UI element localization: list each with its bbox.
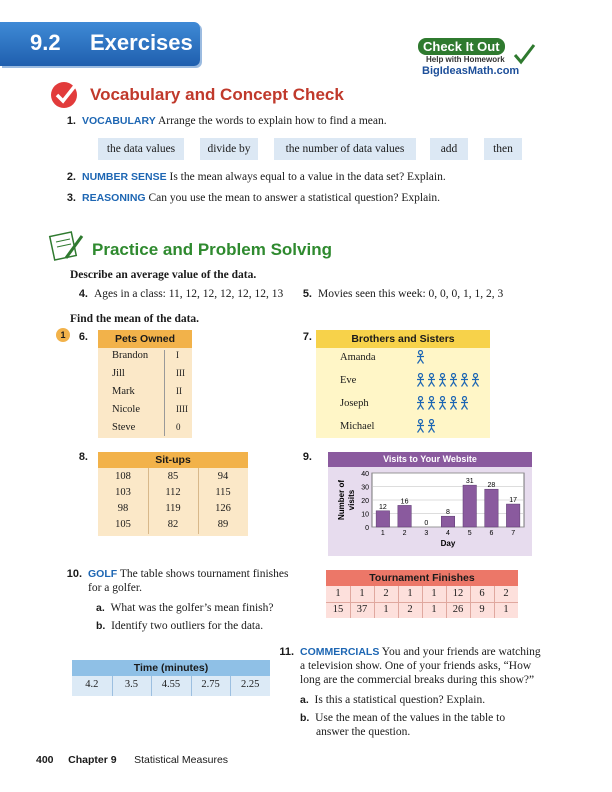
question-3: 3. REASONING Can you use the mean to answer a statistical question? Explain. — [66, 192, 441, 204]
pets-owned-table — [98, 330, 192, 438]
stick-figure-icon — [427, 373, 436, 392]
x-tick-label: 5 — [467, 530, 472, 537]
bigideasmath-text: BigIdeasMath.com — [422, 65, 520, 77]
stick-figure-icon — [460, 373, 469, 392]
chapter-label: Chapter 9 — [68, 754, 117, 766]
situp-cell: 82 — [167, 519, 179, 530]
question-7-number: 7. — [302, 331, 312, 343]
time-cell: 2.75 — [201, 679, 220, 690]
golf-cell: 12 — [452, 588, 464, 599]
data-label: 0 — [424, 520, 429, 527]
practice-heading: Practice and Problem Solving — [92, 240, 332, 259]
data-label: 16 — [400, 498, 409, 506]
question-11: 11. COMMERCIALS You and your friends are watching — [279, 646, 541, 658]
sibling-name: Joseph — [340, 398, 369, 409]
bar — [485, 489, 498, 527]
question-1: 1. VOCABULARY Arrange the words to explain how to find a mean. — [66, 115, 387, 127]
checkmark-icon — [512, 42, 536, 66]
golf-cell: 1 — [503, 604, 509, 615]
sibling-icons — [416, 396, 471, 415]
y-tick-label: 30 — [361, 484, 369, 492]
vocab-heading: Vocabulary and Concept Check — [90, 85, 344, 104]
golf-cell: 6 — [479, 588, 485, 599]
golf-cell: 9 — [479, 604, 485, 615]
situp-cell: 94 — [217, 471, 229, 482]
time-cell: 4.55 — [161, 679, 181, 690]
visits-bar-chart — [328, 467, 532, 556]
sibling-icons — [416, 373, 482, 392]
brothers-sisters-pictograph — [316, 330, 490, 438]
notepad-pencil-icon — [46, 228, 86, 262]
word-tile-then: then — [484, 138, 522, 160]
help-badge[interactable]: 1 — [56, 328, 70, 342]
y-axis-label: Number of — [337, 480, 346, 520]
pet-tally: III — [176, 368, 185, 378]
golf-cell: 37 — [356, 604, 368, 615]
table-divider — [326, 602, 518, 603]
pet-tally: 0 — [176, 422, 181, 432]
section-header-banner — [0, 22, 200, 66]
stick-figure-icon — [416, 396, 425, 415]
pet-name: Steve — [112, 422, 136, 433]
question-9-number: 9. — [302, 451, 312, 463]
golf-cell: 2 — [503, 588, 509, 599]
sibling-name: Eve — [340, 375, 357, 386]
x-axis-label: Day — [440, 539, 456, 548]
time-table-title: Time (minutes) — [72, 660, 270, 676]
question-11b: b. Use the mean of the values in the table to — [300, 712, 506, 724]
sibling-name: Amanda — [340, 352, 376, 363]
situp-cell: 105 — [115, 519, 131, 530]
chapter-title: Statistical Measures — [134, 754, 229, 766]
bar — [463, 485, 476, 527]
question-10a: a. What was the golfer’s mean finish? — [96, 602, 274, 614]
x-tick-label: 1 — [380, 530, 385, 537]
table-divider — [198, 468, 199, 534]
x-tick-label: 7 — [511, 530, 516, 537]
stick-figure-icon — [460, 396, 469, 415]
tournament-title: Tournament Finishes — [326, 570, 518, 586]
golf-cell: 1 — [431, 588, 437, 599]
section-number: 9.2 — [30, 30, 61, 55]
question-8-number: 8. — [78, 451, 88, 463]
pet-tally: II — [176, 386, 182, 396]
tournament-finishes-table — [326, 570, 518, 618]
golf-cell: 2 — [407, 604, 413, 615]
section-title: Exercises — [90, 30, 193, 55]
instruction-describe: Describe an average value of the data. — [70, 269, 257, 281]
pet-name: Jill — [112, 368, 125, 379]
chart-title: Visits to Your Website — [328, 452, 532, 467]
data-label: 12 — [378, 503, 387, 511]
question-5: 5. Movies seen this week: 0, 0, 0, 1, 1, 2, 3 — [302, 288, 504, 300]
bar — [441, 516, 454, 527]
situp-cell: 126 — [215, 503, 231, 514]
word-tile-number-of-data-values: the number of data values — [274, 138, 416, 160]
situp-cell: 112 — [165, 487, 181, 498]
sit-ups-table — [98, 452, 248, 536]
question-11-line2: a television show. One of your friends asks, “How — [300, 660, 532, 672]
pictograph-title: Brothers and Sisters — [316, 330, 490, 348]
pets-owned-title: Pets Owned — [98, 330, 192, 348]
golf-cell: 2 — [383, 588, 389, 599]
data-label: 31 — [465, 478, 474, 486]
y-tick-label: 10 — [361, 511, 369, 519]
instruction-find-mean: Find the mean of the data. — [70, 313, 200, 325]
situp-cell: 98 — [117, 503, 129, 514]
question-6-number: 6. — [78, 331, 88, 343]
data-label: 17 — [509, 497, 518, 505]
situp-cell: 115 — [215, 487, 231, 498]
sibling-icons — [416, 419, 438, 438]
pet-name: Nicole — [112, 404, 140, 415]
time-minutes-table — [72, 660, 270, 696]
time-cell: 3.5 — [124, 679, 138, 690]
stick-figure-icon — [449, 373, 458, 392]
table-divider — [151, 676, 152, 696]
situp-cell: 85 — [167, 471, 179, 482]
table-divider — [164, 350, 165, 436]
stick-figure-icon — [416, 373, 425, 392]
time-cell: 2.25 — [241, 679, 260, 690]
stick-figure-icon — [416, 419, 425, 438]
pet-tally: IIII — [176, 404, 188, 414]
question-4: 4. Ages in a class: 11, 12, 12, 12, 12, 12, 13 — [78, 288, 284, 300]
stick-figure-icon — [449, 396, 458, 415]
y-tick-label: 40 — [361, 471, 369, 478]
data-label: 8 — [446, 509, 450, 517]
sibling-name: Michael — [340, 421, 375, 432]
word-tile-divide-by: divide by — [200, 138, 258, 160]
pet-tally: I — [176, 350, 179, 360]
stick-figure-icon — [416, 350, 425, 369]
golf-cell: 1 — [383, 604, 389, 615]
time-cell: 4.2 — [85, 679, 99, 690]
check-badge-icon — [48, 78, 84, 110]
pet-name: Brandon — [112, 350, 149, 361]
golf-cell: 1 — [335, 588, 341, 599]
question-11-line3: long are the commercial breaks during this show?” — [300, 674, 535, 686]
question-10: 10. GOLF The table shows tournament finishes — [66, 568, 289, 580]
golf-cell: 1 — [407, 588, 413, 599]
situp-cell: 89 — [217, 519, 229, 530]
x-tick-label: 2 — [402, 530, 407, 537]
table-divider — [112, 676, 113, 696]
table-divider — [148, 468, 149, 534]
x-tick-label: 6 — [489, 530, 494, 537]
question-10-line2: for a golfer. — [88, 582, 142, 594]
bar — [398, 505, 411, 527]
table-divider — [191, 676, 192, 696]
golf-cell: 1 — [359, 588, 365, 599]
data-label: 28 — [487, 482, 496, 490]
pet-name: Mark — [112, 386, 135, 397]
visits-chart-panel — [328, 452, 532, 556]
sit-ups-title: Sit-ups — [98, 452, 248, 468]
x-tick-label: 4 — [446, 530, 450, 537]
situp-cell: 108 — [115, 471, 131, 482]
page-footer — [36, 754, 228, 766]
golf-cell: 15 — [332, 604, 344, 615]
help-with-homework-text: Help with Homework — [426, 55, 505, 64]
page-number: 400 — [36, 754, 54, 766]
sibling-icons — [416, 350, 427, 369]
stick-figure-icon — [438, 396, 447, 415]
question-10b: b. Identify two outliers for the data. — [96, 620, 264, 632]
word-tile-add: add — [430, 138, 468, 160]
situp-cell: 103 — [115, 487, 131, 498]
check-it-out-logo[interactable] — [414, 38, 538, 82]
word-tile-data-values: the data values — [98, 138, 184, 160]
bar — [506, 504, 519, 527]
stick-figure-icon — [427, 396, 436, 415]
y-axis-label: visits — [347, 489, 356, 511]
stick-figure-icon — [427, 419, 436, 438]
situp-cell: 119 — [165, 503, 181, 514]
golf-cell: 26 — [452, 604, 464, 615]
bar — [376, 511, 389, 527]
table-divider — [230, 676, 231, 696]
stick-figure-icon — [471, 373, 480, 392]
y-tick-label: 0 — [365, 525, 369, 532]
question-11b-line2: answer the question. — [316, 726, 411, 738]
question-11a: a. Is this a statistical question? Explain. — [300, 694, 486, 706]
y-tick-label: 20 — [361, 498, 369, 505]
question-2: 2. NUMBER SENSE Is the mean always equal to a value in the data set? Explain. — [66, 171, 446, 183]
stick-figure-icon — [438, 373, 447, 392]
x-tick-label: 3 — [424, 530, 429, 537]
check-it-out-text: Check It Out — [418, 38, 505, 55]
golf-cell: 1 — [431, 604, 437, 615]
